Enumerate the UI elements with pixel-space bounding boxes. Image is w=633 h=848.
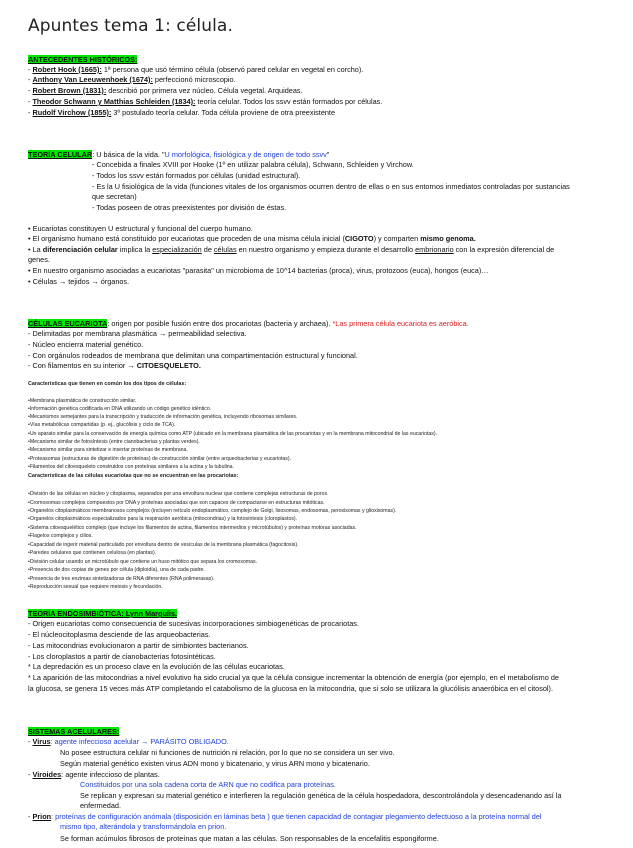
tabla-eucariotas-item: •División de las células en núcleo y citoplasma, separados por una envoltura nuclear que contiene complejas estructuras de poros. xyxy=(28,491,329,497)
teoria-celular-sub: - Todas poseen de otras preexistentes por división de éstas. xyxy=(92,203,287,212)
endosimbiotica-item: * La aparición de las mitocondrias a nivel evolutivo ha sido crucial ya que la célula consigue incrementar la obtención de energía (por ejemplo, en el metabolismo de xyxy=(28,673,559,682)
tabla-eucariotas-item: •Presencia de tres enzimas sintetizadoras de RNA diferentes (RNA polimerasas). xyxy=(28,576,215,582)
prion-line: - Prion: proteínas de configuración anómala (disposición en láminas beta ) que tienen capacidad de contagiar plegamiento defectuoso a la proteína normal del xyxy=(28,812,542,821)
virus-detail: No posee estructura celular ni funciones de nutrición ni relación, por lo que no se considera un ser vivo. xyxy=(60,748,395,757)
tabla-eucariotas-item: •Cromosomas complejos compuestos por DNA y proteínas asociadas que son capaces de compactarse en estructuras mitóticas. xyxy=(28,500,325,506)
tabla-eucariotas-item: •Organelos citoplasmáticos membranosos complejos (incluyen retículo endoplasmático, complejo de Golgi, lisosomas, endosomas, peroxisomas y glioxisomas). xyxy=(28,508,397,514)
teoria-celular-sub: que secretan) xyxy=(92,192,137,201)
tabla-eucariotas-item: •Organelos citoplasmáticos especializados para la respiración aeróbica (mitocondrias) y la fotosíntesis (cloroplastos). xyxy=(28,516,298,522)
tabla-comun-item: •Proteasomas (estructuras de digestión de proteínas) de construcción similar (entre arqueobacterias y eucariotas). xyxy=(28,456,292,462)
page-title: Apuntes tema 1: célula. xyxy=(28,16,233,36)
virus-detail: Según material genético existen virus ADN mono y bicatenario, y virus ARN mono y bicatenario. xyxy=(60,759,370,768)
endosimbiotica-item: * La depredación es un proceso clave en la evolución de las células eucariotas. xyxy=(28,662,285,671)
endosimbiotica-heading: TEORÍA ENDOSIMBIÓTICA: Lynn Margulis. xyxy=(28,609,178,618)
viroides-detail: Se replican y expresan su material genético e interfieren la regulación genética de la célula hospedadora, descontrolándola y desencadenando así la xyxy=(80,791,562,800)
tabla-comun-item: •Mecanismo similar de fotosíntesis (entre cianobacterias y plantas verdes). xyxy=(28,439,200,445)
endosimbiotica-item: - El núcleocitoplasma desciende de las arqueobacterias. xyxy=(28,630,211,639)
tabla-eucariotas-heading: Características de las células eucariotas que no se encuentran en las procariotas: xyxy=(28,473,239,479)
teoria-bullet: genes. xyxy=(28,255,50,264)
eucariota-item: - Núcleo encierra material genético. xyxy=(28,340,144,349)
tabla-comun-heading: Características que tienen en común los dos tipos de células: xyxy=(28,381,187,387)
viroides-line: - Viroides: agente infeccioso de plantas. xyxy=(28,770,160,779)
tabla-comun-item: •Información genética codificada en DNA utilizando un código genético idéntico. xyxy=(28,406,212,412)
teoria-celular-intro: TEORÍA CELULAR: U básica de la vida. "U morfológica, fisiológica y de origen de todo ssvv" xyxy=(28,150,330,159)
teoria-celular-sub: - Concebida a finales XVIII por Hooke (1º en utilizar palabra célula), Schwann, Schleiden y Virchow. xyxy=(92,160,414,169)
antecedente-item: - Anthony Van Leeuwenhoek (1674): perfeccionó microscopio. xyxy=(28,75,236,84)
tabla-comun-item: •Vías metabólicas compartidas (p. ej., glucólisis y ciclo de TCA). xyxy=(28,422,176,428)
sistemas-acelulares-heading: SISTEMAS ACELULARES: xyxy=(28,727,120,736)
tabla-eucariotas-item: •Flagelos complejos y cilios. xyxy=(28,533,93,539)
endosimbiotica-item: - Las mitocondrias evolucionaron a partir de simbiontes bacterianos. xyxy=(28,641,249,650)
antecedentes-heading: ANTECEDENTES HISTÓRICOS: xyxy=(28,55,138,64)
tabla-comun-item: •Filamentos del citoesqueleto construidos con proteínas similares a la actina y la tubulina. xyxy=(28,464,234,470)
prion-blue: mismo tipo, alterándola y transformándola en prion. xyxy=(60,822,227,831)
viroides-blue: Constituidos por una sola cadena corta de ARN que no codifica para proteínas. xyxy=(80,780,336,789)
endosimbiotica-item: - Los cloroplastos a partir de cianobacterias fotosintéticas. xyxy=(28,652,216,661)
celulas-eucariotas-intro: CÉLULAS EUCARIOTA: origen por posible fusión entre dos procariotas (bacteria y archaea). *Las primera célula eucariota es aeróbica. xyxy=(28,319,469,328)
prion-detail: Se forman acúmulos fibrosos de proteínas que matan a las células. Son responsables de la encefalitis espongiforme. xyxy=(60,834,439,843)
tabla-eucariotas-item: •Capacidad de ingerir material particulado por envoltura dentro de vesículas de la membrana plasmática (fagocitosis). xyxy=(28,542,299,548)
teoria-celular-sub: - Todos los ssvv están formados por células (unidad estructural). xyxy=(92,171,301,180)
tabla-comun-item: •Un aparato similar para la conservación de energía química como ATP (ubicado en la membrana plasmática de las procariotas y en la membrana mitocondrial de las eucariotas). xyxy=(28,431,438,437)
teoria-celular-sub: - Es la U fisiológica de la vida (funciones vitales de los organismos ocurren dentro de ellas o en sus entornos inmediatos controladas por sustancias xyxy=(92,182,570,191)
antecedente-item: - Theodor Schwann y Matthias Schleiden (1834): teoría celular. Todos los ssvv están formados por células. xyxy=(28,97,383,106)
antecedente-item: - Rudolf Virchow (1855): 3º postulado teoría celular. Toda célula proviene de otra preexistente xyxy=(28,108,336,117)
endosimbiotica-item: la glucosa, se genera 15 veces más ATP completando el catabolismo de la glucosa en la mitocondria, que si solo se utilizara la glucólisis anaeróbica en el citosol). xyxy=(28,684,553,693)
tabla-comun-item: •Mecanismo similar para sintetizar e insertar proteínas de membrana. xyxy=(28,447,188,453)
tabla-eucariotas-item: •Presencia de dos copias de genes por célula (diploidía), una de cada padre. xyxy=(28,567,205,573)
eucariota-item: - Con filamentos en su interior → CITOESQUELETO. xyxy=(28,361,201,370)
teoria-bullet: • Células → tejidos → órganos. xyxy=(28,277,130,286)
tabla-comun-item: •Membrana plasmática de construcción similar. xyxy=(28,398,137,404)
viroides-detail: enfermedad. xyxy=(80,801,121,810)
teoria-bullet: • En nuestro organismo asociadas a eucariotas "parasita" un microbioma de 10^14 bacterias (proca), virus, protozoos (euca), hongos (euca)… xyxy=(28,266,489,275)
antecedente-item: - Robert Hook (1665): 1ª persona que usó término célula (observó pared celular en vegetal en corcho). xyxy=(28,65,364,74)
tabla-eucariotas-item: •Sistema citoesquelético complejo (que incluye los filamentos de actina, filamentos intermedios y microtúbulos) y proteínas motoras asociadas. xyxy=(28,525,357,531)
tabla-eucariotas-item: •Reproducción sexual que requiere meiosis y fecundación. xyxy=(28,584,163,590)
teoria-bullet: • Eucariotas constituyen U estructural y funcional del cuerpo humano. xyxy=(28,224,253,233)
teoria-bullet: • La diferenciación celular implica la especialización de células en nuestro organismo y empieza durante el desarrollo embrionario con la expresión diferencial de xyxy=(28,245,555,254)
virus-line: - Virus: agente infeccioso acelular → PARÁSITO OBLIGADO. xyxy=(28,737,229,746)
tabla-eucariotas-item: •División celular usando un microtúbulo que contiene un huso mitótico que separa los cromosomas. xyxy=(28,559,258,565)
teoria-bullet: • El organismo humano está constituido por eucariotas que proceden de una misma célula inicial (CIGOTO) y comparten mismo genoma. xyxy=(28,234,476,243)
endosimbiotica-item: - Origen eucariotas como consecuencia de sucesivas incorporaciones simbiogenéticas de procariotas. xyxy=(28,619,359,628)
eucariota-item: - Delimitadas por membrana plasmática → permeabilidad selectiva. xyxy=(28,329,247,338)
tabla-eucariotas-item: •Paredes celulares que contienen celulosa (en plantas). xyxy=(28,550,157,556)
eucariota-item: - Con orgánulos rodeados de membrana que delimitan una compartimentación estructural y funcional. xyxy=(28,351,358,360)
antecedente-item: - Robert Brown (1831): describió por primera vez núcleo. Célula vegetal. Arquideas. xyxy=(28,86,303,95)
tabla-comun-item: •Mecanismos semejantes para la transcripción y traducción de información genética, incluyendo ribosomas similares. xyxy=(28,414,298,420)
